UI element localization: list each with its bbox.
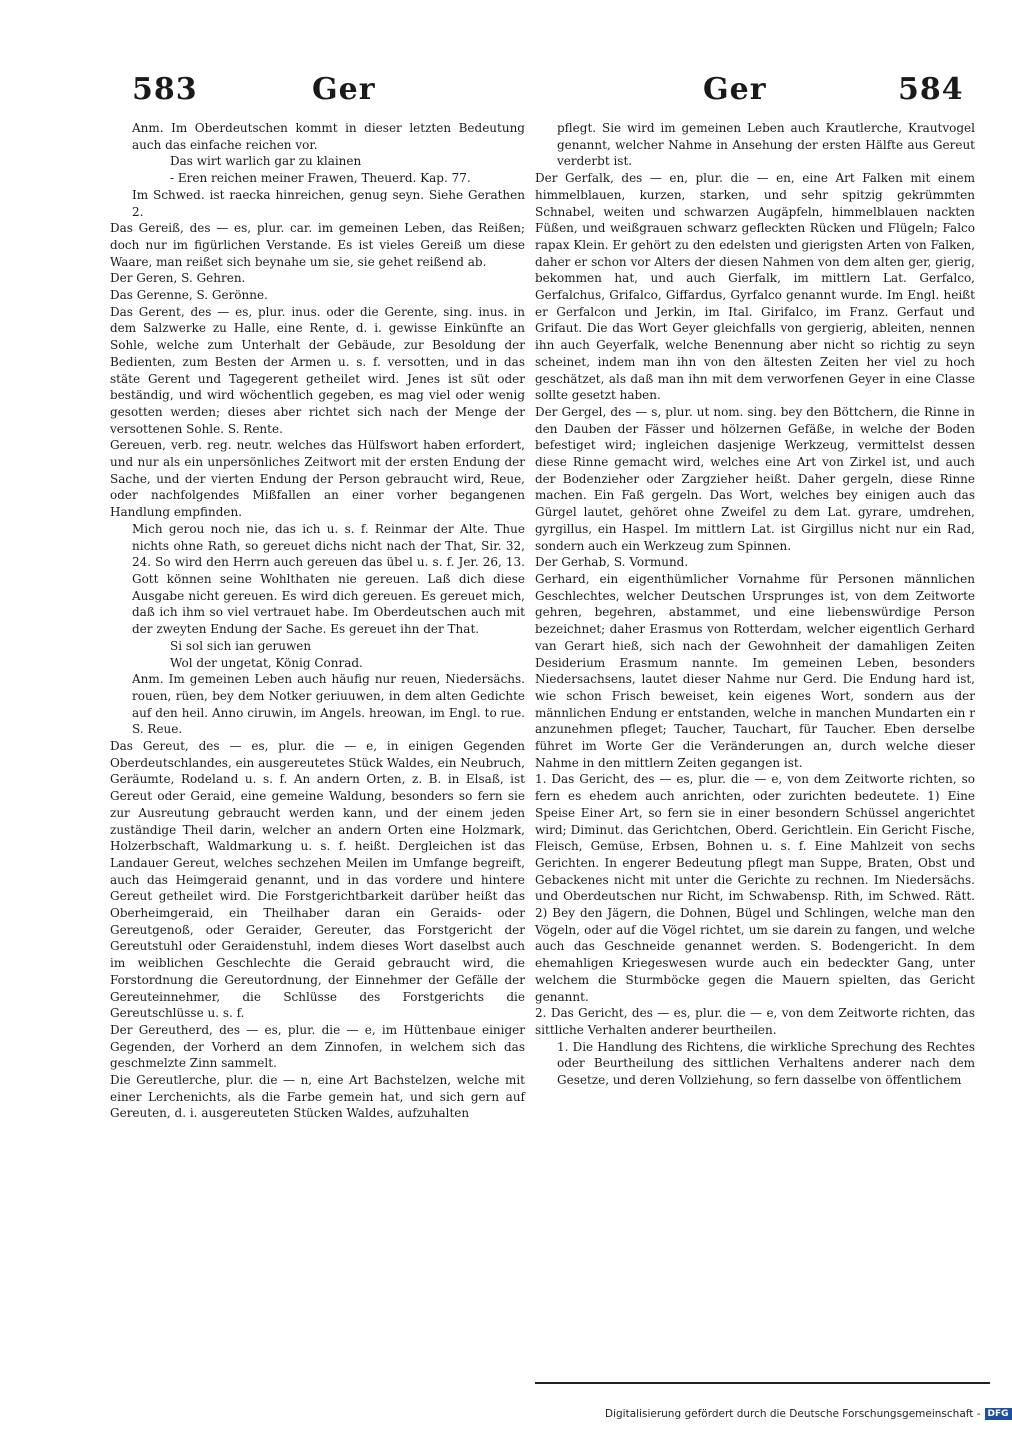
dictionary-entry: Das Gereiß, des — es, plur. car. im gemeinen Leben, das Reißen; doch nur im figürlichen Verstande. Es ist vieles Gereiß um diese Waare, man reißet sich beynahe um sie, sie gehet reißend ab. [110, 221, 525, 269]
footer-credit: Digitalisierung gefördert durch die Deutsche Forschungsgemeinschaft - [605, 1408, 981, 1420]
entry-text: - Eren reichen meiner Frawen, Theuerd. Kap. 77. [170, 171, 471, 186]
right-column [535, 120, 975, 1210]
dictionary-entry: Der Gerhab, S. Vormund. [535, 555, 689, 570]
entry-text: 1. Die Handlung des Richtens, die wirkliche Sprechung des Rechtes oder Beurtheilung des sittlichen Verhaltens anderer nach dem Gesetze, und deren Vollziehung, so fern dasselbe von öffentlichem [557, 1039, 975, 1088]
entry-text: Anm. Im Oberdeutschen kommt in dieser letzten Bedeutung auch das einfache reichen vor. [132, 121, 525, 152]
right-page-number: 584 [898, 72, 964, 107]
left-page-number: 583 [132, 72, 198, 107]
dictionary-entry: Der Gereutherd, des — es, plur. die — e, im Hüttenbaue einiger Gegenden, der Vorherd an dem Zinnofen, in welchem sich das geschmelzte Zinn sammelt. [110, 1022, 525, 1071]
entry-text: Si sol sich ian geruwen [170, 638, 312, 653]
entry-text: Anm. Im gemeinen Leben auch häufig nur reuen, Niedersächs. rouen, rüen, bey dem Notker geriuuwen, in dem alten Gedichte auf den heil. Anno ciruwin, im Angels. hreowan, im Engl. to rue. S. Reue. [132, 672, 525, 737]
dfg-logo: DFG [985, 1408, 1012, 1420]
entry-text: Mich gerou noch nie, das ich u. s. f. Reinmar der Alte. Thue nichts ohne Rath, so gereuet dichs nicht nach der That, Sir. 32, 24. So wird den Herrn auch gereuen das übel u. s. f. Jer. 26, 13. Gott können seine Wohlthaten nie gereuen. Laß dich diese Ausgabe nicht gereuen. Es wird dich gereuen. Es gereuet mich, daß ich ihm so viel vertrauet habe. Im Oberdeutschen auch mit der zweyten Endung der Sache. Es gereuet ihn der That. [132, 521, 525, 637]
dictionary-entry: Der Gerfalk, des — en, plur. die — en, eine Art Falken mit einem himmelblauen, kurzen, starken, und sehr spitzig gekrümmten Schnabel, weiten und schwarzen Augäpfeln, himmelblauen nackten Füßen, und weißgrauen schwarz gefleckten Rücken und Flügeln; Falco rapax Klein. Er gehört zu den edelsten und gierigsten Arten von Falken, daher er schon vor Alters der diesen Nahmen von dem alten ger, gierig, bekommen hat, und auch Gierfalk, im mittlern Lat. Gerfalco, Gerfalchus, Grifalco, Giffardus, Gyrfalco genannt wurde. Im Engl. heißt er Gerfalcon und Jerkin, im Ital. Girifalco, im Franz. Gerfaut und Grifaut. Die das Wort Geyer gleichfalls von gergierig, ableiten, nennen ihn auch Geyerfalk, welche Benennung aber nicht so richtig zu seyn scheinet, indem man ihn von den ältesten Zeiten her viel zu hoch geschätzet, als daß man ihn mit dem verworfenen Geyer in eine Classe sollte gesetzt haben. [535, 171, 975, 403]
footer [605, 1408, 1009, 1426]
dictionary-entry: 2. Das Gericht, des — es, plur. die — e, von dem Zeitworte richten, das sittliche Verhalten anderer beurtheilen. [535, 1006, 975, 1037]
dictionary-entry: Gerhard, ein eigenthümlicher Vornahme für Personen männlichen Geschlechtes, welcher Deutschen Ursprunges ist, von dem Zeitworte gehren, begehren, abstammet, und eine liebenswürdige Person bezeichnet; daher Erasmus von Rotterdam, welcher eigentlich Gerhard van Gerart hieß, sich nach der Gewohnheit der damahligen Zeiten Desiderium Erasmum nannte. Im gemeinen Leben, besonders Niedersachsens, lautet dieser Nahme nur Gerd. Die Endung hard ist, wie schon Frisch beweiset, kein eigenes Wort, sondern aus der männlichen Endung er entstanden, welche in manchen Mundarten ein r anzunehmen pfleget; Taucher, Tauchart, für Taucher. Eben derselbe führet im Worte Ger die Veränderungen an, durch welche dieser Nahme in den mittlern Zeiten gegangen ist. [535, 571, 975, 770]
dictionary-entry: Das Gerenne, S. Gerönne. [110, 288, 268, 303]
entry-text: Wol der ungetat, König Conrad. [170, 655, 363, 670]
dictionary-entry: Das Gereut, des — es, plur. die — e, in einigen Gegenden Oberdeutschlandes, ein ausgereutetes Stück Waldes, ein Neubruch, Geräumte, Rodeland u. s. f. An andern Orten, z. B. in Elsaß, ist Gereut oder Geraid, eine gemeine Waldung, besonders so fern sie zur Ausreutung gebraucht werden kann, und der einem jeden zuständige Theil darin, welcher an andern Orten eine Holzmark, Holzerbschaft, Waldmarkung u. s. f. heißt. Dergleichen ist das Landauer Gereut, welches sechzehen Meilen im Umfange begreift, auch das Heimgeraid genannt, und in das vordere und hintere Gereut getheilet wird. Die Forstgerichtbarkeit darüber heißt das Oberheimgeraid, ein Theilhaber daran ein Geraids- oder Gereutgenoß, oder Geraider, Gereuter, das Forstgericht der Gereutstuhl oder Geraidenstuhl, indem dieses Wort daselbst auch im weiblichen Geschlechte die Geraid gebraucht wird, die Forstordnung die Gereutordnung, der Einnehmer der Gefälle der Gereuteinnehmer, die Schlüsse des Forstgerichts die Gereutschlüsse u. s. f. [110, 739, 525, 1021]
dictionary-entry: Der Geren, S. Gehren. [110, 271, 246, 286]
entry-text: Das wirt warlich gar zu klainen [170, 154, 362, 169]
entry-text: Im Schwed. ist raecka hinreichen, genug seyn. Siehe Gerathen 2. [132, 187, 525, 219]
dictionary-entry: Das Gerent, des — es, plur. inus. oder die Gerente, sing. inus. in dem Salzwerke zu Halle, eine Rente, d. i. gewisse Einkünfte an Sohle, welche zum Unterhalt der Gebäude, zur Besoldung der Bedienten, zum Besten der Armen u. s. f. versotten, und in das stäte Gerent und Tagegerent getheilet wird. Jenes ist süt oder beständig, und wird wöchentlich gegeben, es mag viel oder wenig gesotten werden; dieses aber richtet sich nach der Menge der versottenen Sohle. S. Rente. [110, 304, 525, 436]
dictionary-entry: Der Gergel, des — s, plur. ut nom. sing. bey den Böttchern, die Rinne in den Dauben der Fässer und hölzernen Gefäße, in welche der Boden befestiget wird; ingleichen dasjenige Werkzeug, vermittelst dessen diese Rinne gemacht wird, welches eine Art von Zirkel ist, und auch der Bodenzieher oder Zargzieher heißt. Daher gergeln, diese Rinne machen. Ein Faß gergeln. Das Wort, welches bey einigen auch das Gürgel lautet, gehöret ohne Zweifel zu dem Lat. gyrare, umdrehen, gyrgillus, ein Haspel. Im mittlern Lat. ist Girgillus nicht nur ein Rad, sondern auch ein Werkzeug zum Spinnen. [535, 404, 975, 553]
right-running-head: Ger [703, 72, 767, 107]
dictionary-entry: 1. Das Gericht, des — es, plur. die — e, von dem Zeitworte richten, so fern es ehedem auch anrichten, oder zurichten bedeutete. 1) Eine Speise Einer Art, so fern sie in einer besondern Schüssel angerichtet wird; Diminut. das Gerichtchen, Oberd. Gerichtlein. Ein Gericht Fische, Fleisch, Gemüse, Erbsen, Bohnen u. s. f. Eine Mahlzeit von sechs Gerichten. In engerer Bedeutung pflegt man Suppe, Braten, Obst und Gebackenes nicht mit unter die Gerichte zu rechnen. Im Niedersächs. und Oberdeutschen nur Richt, im Schwabensp. Rith, im Schwed. Rätt. 2) Bey den Jägern, die Dohnen, Bügel und Schlingen, welche man den Vögeln, oder auf die Vögel richtet, um sie darein zu fangen, und welche auch das Geschneide genannet werden. S. Bodengericht. In dem ehemahligen Kriegeswesen wurde auch ein bedeckter Gang, unter welchem die Sturmböcke gegen die Mauern spielten, das Gericht genannt. [535, 772, 975, 1004]
dictionary-entry: Gereuen, verb. reg. neutr. welches das Hülfswort haben erfordert, und nur als ein unpersönliches Zeitwort mit der ersten Endung der Sache, und der vierten Endung der Person gebraucht wird, Reue, oder nachfolgendes Mißfallen an einer vorher begangenen Handlung empfinden. [110, 438, 525, 520]
left-column [110, 120, 525, 1170]
dictionary-entry: Die Gereutlerche, plur. die — n, eine Art Bachstelzen, welche mit einer Lerchenichts, als die Farbe gemein hat, und sich gern auf Gereuten, d. i. ausgereuteten Stücken Waldes, aufzuhalten [110, 1073, 525, 1121]
entry-text: pflegt. Sie wird im gemeinen Leben auch Krautlerche, Krautvogel genannt, welcher Nahme in Ansehung der ersten Hälfte aus Gereut verderbt ist. [557, 121, 975, 169]
left-running-head: Ger [312, 72, 376, 107]
footer-rule [535, 1382, 990, 1384]
